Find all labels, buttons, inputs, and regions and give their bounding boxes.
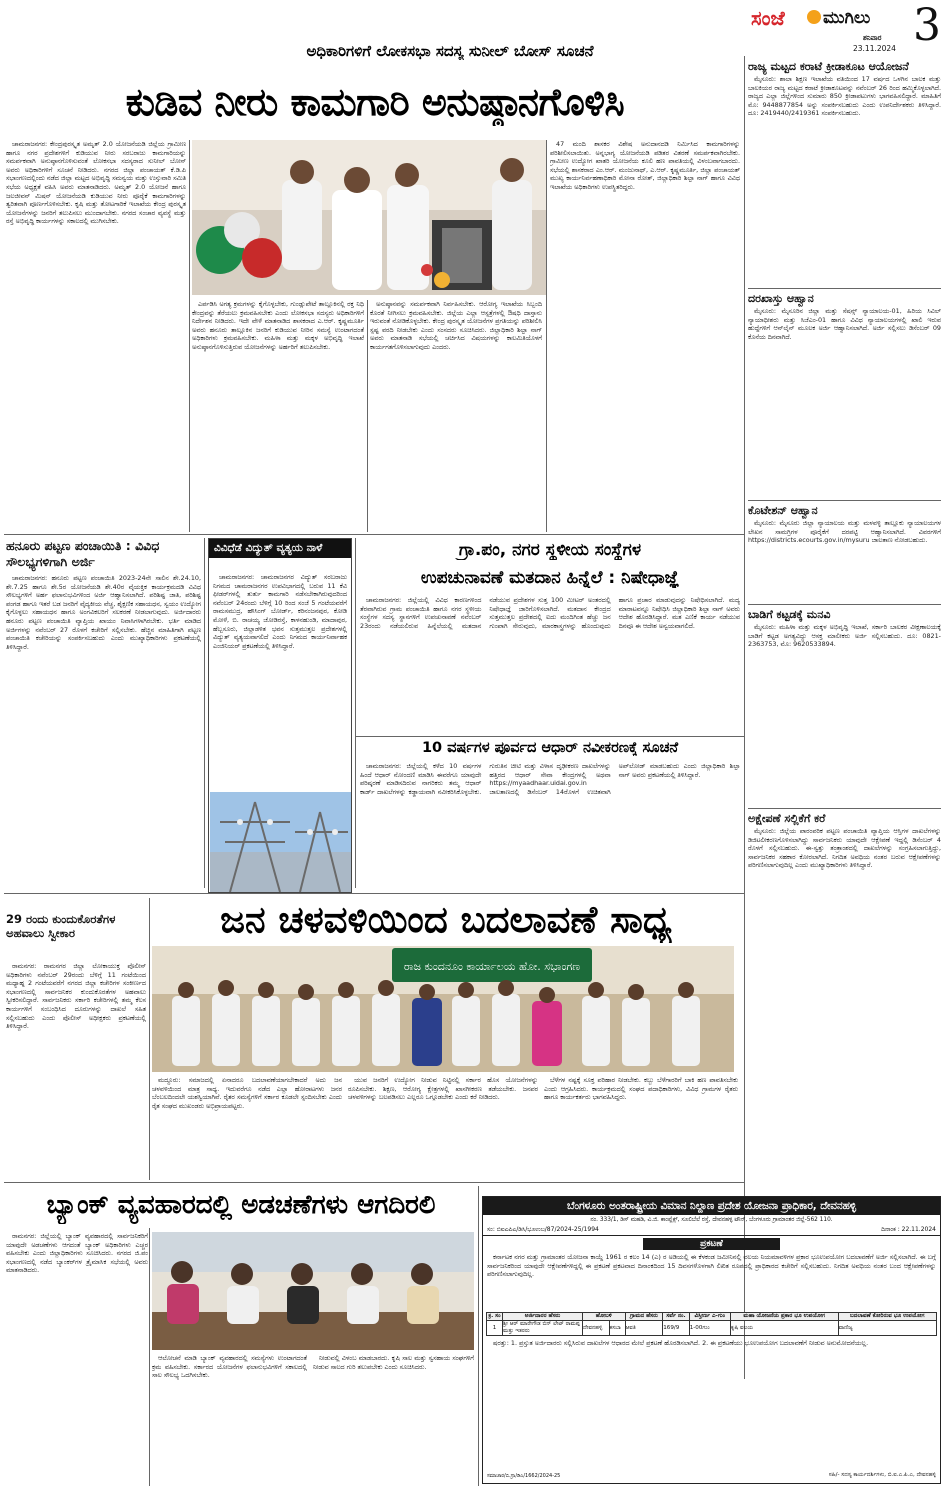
khowdi-body: ರಾಮನಗರ: ರಾಮನಗರ ಜಿಲ್ಲಾ ಲೋಕಾಯುಕ್ತ ಪೊಲೀಸ್ ಅಧಿಕಾರಿಗಳು ನವೆಂಬರ್ 29ರಂದು ಬೆಳಿಗ್ಗೆ 11 ಗಂಟೆಯಿಂದ ಮಧ್ಯಾಹ್ನ 2 ಗಂಟೆಯವರೆಗೆ ನಗರದ ಜಿಲ್ಲಾ ಕಚೇರಿಗಳ ಸಂಕೀರ್ಣದ ಸಭಾಂಗಣದಲ್ಲಿ ಸಾರ್ವಜನಿಕರ ಕುಂದುಕೊರತೆಗಳ ಅಹವಾಲು ಸ್ವೀಕರಿಸಲಿದ್ದಾರೆ. ಸಾರ್ವಜನಿಕರು ಸರ್ಕಾರಿ ಕಚೇರಿಗಳಲ್ಲಿ ತಮ್ಮ ಕೆಲಸ ಕಾರ್ಯಗಳಿಗೆ ಸಂಬಂಧಿಸಿದ ದೂರುಗಳನ್ನು ದಾಖಲೆ ಸಹಿತ ಸಲ್ಲಿಸಬಹುದು ಎಂದು ಪೊಲೀಸ್ ಅಧೀಕ್ಷಕರು ಪ್ರಕಟಣೆಯಲ್ಲಿ ತಿಳಿಸಿದ್ದಾರೆ. bbox=[6, 962, 146, 1031]
aadhaar-headline: 10 ವರ್ಷಗಳ ಪೂರ್ವದ ಆಧಾರ್ ನವೀಕರಣಕ್ಕೆ ಸೂಚನೆ bbox=[421, 740, 679, 756]
masthead-day: ಶನಿವಾರ bbox=[863, 34, 882, 42]
quote-body: ಮೈಸೂರು: ಮೈಸೂರು ಜಿಲ್ಲಾ ನ್ಯಾಯಾಲಯ ಮತ್ತು ಮಳವಳ್ಳಿ ತಾಲ್ಲೂಕು ನ್ಯಾಯಾಲಯಗಳ ಲೇಖನ ಸಾಮಗ್ರಿಗಳ ಪೂರೈಕೆಗೆ ದರಪಟ್ಟಿ ಆಹ್ವಾನಿಸಲಾಗಿದೆ. ವಿವರಗಳಿಗೆ https://districts.ecourts.gov.in/mysuru ಜಾಲತಾಣ ನೋಡಬಹುದು. bbox=[748, 519, 941, 545]
movement-col1: ಮದ್ದೂರು: ಸಮಾಜದಲ್ಲಿ ಏನಾದರೂ ಬದಲಾವಣೆಯಾಗಬೇಕಾದರೆ ಅದು ಜನ ಚಳವಳಿಯಿಂದ ಮಾತ್ರ ಸಾಧ್ಯ. ಇದುವರೆಗೂ ನಡೆದ ಎಲ್ಲಾ ಹೋರಾಟಗಳು ಜನರ ಬೆಂಬಲದಿಂದಲೇ ಯಶಸ್ವಿಯಾಗಿವೆ. ರೈತರ ಸಮಸ್ಯೆಗಳಿಗೆ ಸರ್ಕಾರ ಕೂಡಲೇ ಸ್ಪಂದಿಸಬೇಕು ಎಂದು ರೈತ ಸಂಘದ ಮುಖಂಡರು ಅಭಿಪ್ರಾಯಪಟ್ಟರು. bbox=[152, 1076, 342, 1110]
bank-col1: ರಾಮನಗರ: ಜಿಲ್ಲೆಯಲ್ಲಿ ಬ್ಯಾಂಕ್ ವ್ಯವಹಾರದಲ್ಲಿ ಸಾರ್ವಜನಿಕರಿಗೆ ಯಾವುದೇ ಅಡಚಣೆಗಳು ಆಗದಂತೆ ಬ್ಯಾಂಕ್ ಅಧಿಕಾರಿಗಳು ಎಚ್ಚರ ವಹಿಸಬೇಕು ಎಂದು ಜಿಲ್ಲಾಧಿಕಾರಿಗಳು ಸೂಚಿಸಿದರು. ನಗರದ ಜಿ.ಪಂ ಸಭಾಂಗಣದಲ್ಲಿ ನಡೆದ ಬ್ಯಾಂಕರ್‌ಗಳ ತ್ರೈಮಾಸಿಕ ಸಭೆಯಲ್ಲಿ ಅವರು ಮಾತನಾಡಿದರು. bbox=[6, 1232, 148, 1275]
tender-table-header bbox=[487, 1313, 937, 1321]
karate-headline: ರಾಜ್ಯ ಮಟ್ಟದ ಕರಾಟೆ ಕ್ರೀಡಾಕೂಟ ಆಯೋಜನೆ bbox=[748, 60, 909, 73]
tender-date: ದಿನಾಂಕ : 22.11.2024 bbox=[881, 1226, 936, 1233]
lead-photo bbox=[192, 140, 547, 295]
census-body: ಮೈಸೂರು: ಜಿಲ್ಲೆಯ ಪಾರಂಪರಿಕ ಪಟ್ಟಣ ಪಂಚಾಯಿತಿ ವ್ಯಾಪ್ತಿಯ ಆಸ್ತಿಗಳ ದಾಖಲೆಗಳನ್ನು ಡಿಜಿಟಲೀಕರಣಗೊಳಿಸಲಾಗಿದ್ದು ಸಾರ್ವಜನಿಕರು ಯಾವುದೇ ಆಕ್ಷೇಪಣೆ ಇದ್ದಲ್ಲಿ ಡಿಸೆಂಬರ್ 4 ರೊಳಗೆ ಸಲ್ಲಿಸಬಹುದು. ಈ-ಸ್ವತ್ತು ತಂತ್ರಾಂಶದಲ್ಲಿ ದಾಖಲೆಗಳನ್ನು ಸಂಗ್ರಹಿಸಲಾಗುತ್ತಿದ್ದು, ಸಾರ್ವಜನಿಕರ ಸಹಕಾರ ಕೋರಲಾಗಿದೆ. ನಿಗದಿತ ಅವಧಿಯ ನಂತರ ಬರುವ ಆಕ್ಷೇಪಣೆಗಳನ್ನು ಪರಿಗಣಿಸಲಾಗುವುದಿಲ್ಲ ಎಂದು ಮುಖ್ಯಾಧಿಕಾರಿಗಳು ತಿಳಿಸಿದ್ದಾರೆ. bbox=[748, 827, 941, 870]
movement-col2: ಯುವ ಜನರಿಗೆ ಉದ್ಯೋಗ ನೀಡುವ ನಿಟ್ಟಿನಲ್ಲಿ ಸರ್ಕಾರ ಹೊಸ ಯೋಜನೆಗಳನ್ನು ರೂಪಿಸಬೇಕು. ಶಿಕ್ಷಣ, ಆರೋಗ್ಯ ಕ್ಷೇತ್ರಗಳಲ್ಲಿ ಖಾಸಗೀಕರಣ ತಡೆಯಬೇಕು. ಜನಪರ ಚಳವಳಿಗಳನ್ನು ಬಲಪಡಿಸಲು ಎಲ್ಲರೂ ಒಗ್ಗೂಡಬೇಕು ಎಂದು ಕರೆ ನೀಡಿದರು. bbox=[348, 1076, 538, 1102]
masthead bbox=[745, 0, 941, 56]
power-box bbox=[208, 538, 352, 893]
tender-footnote: ಷರತ್ತು: 1. ಪ್ರಸ್ತುತ ಅರ್ಜಿದಾರರು ಸಲ್ಲಿಸಿರುವ ದಾಖಲೆಗಳ ಆಧಾರದ ಮೇಲೆ ಪ್ರಕಟಣೆ ಹೊರಡಿಸಲಾಗಿದೆ. 2. ಈ ಪ್ರಕಟಣೆಯು ಭೂಉಪಯೋಗ ಬದಲಾವಣೆಗೆ ನೀಡುವ ಅನುಮೋದನೆಯಲ್ಲ. bbox=[493, 1339, 869, 1347]
movement-col3: ಬೆಳೆಗಳ ನಷ್ಟಕ್ಕೆ ಸೂಕ್ತ ಪರಿಹಾರ ನೀಡಬೇಕು. ಕಬ್ಬು ಬೆಳೆಗಾರರಿಗೆ ಬಾಕಿ ಹಣ ಪಾವತಿಸಬೇಕು ಎಂದು ಆಗ್ರಹಿಸಿದರು. ಕಾರ್ಯಕ್ರಮದಲ್ಲಿ ಸಂಘದ ಪದಾಧಿಕಾರಿಗಳು, ವಿವಿಧ ಗ್ರಾಮಗಳ ರೈತರು ಹಾಗೂ ಕಾರ್ಯಕರ್ತರು ಭಾಗವಹಿಸಿದ್ದರು. bbox=[544, 1076, 738, 1102]
quote-headline: ಕೊಟೇಶನ್ ಆಹ್ವಾನ bbox=[748, 504, 818, 517]
tender-authority: ಬೆಂಗಳೂರು ಅಂತರಾಷ್ಟ್ರೀಯ ವಿಮಾನ ನಿಲ್ದಾಣ ಪ್ರದೇಶ ಯೋಜನಾ ಪ್ರಾಧಿಕಾರ, ದೇವನಹಳ್ಳಿ bbox=[483, 1197, 940, 1215]
sun-icon bbox=[807, 10, 821, 24]
lead-col3: ಅನುಷ್ಠಾನವನ್ನು ಸಮರ್ಪಕವಾಗಿ ನಿರ್ವಹಿಸಬೇಕು. ಆರೋಗ್ಯ ಇಲಾಖೆಯ ಸಿಬ್ಬಂದಿ ಕೊರತೆ ನೀಗಿಸಲು ಕ್ರಮವಹಿಸಬೇಕು. ಜಿಲ್ಲೆಯ ಎಲ್ಲಾ ಆಸ್ಪತ್ರೆಗಳಲ್ಲಿ ಔಷಧಿ ದಾಸ್ತಾನು ಇರುವಂತೆ ನೋಡಿಕೊಳ್ಳಬೇಕು. ಕೇಂದ್ರ ಪುರಸ್ಕೃತ ಯೋಜನೆಗಳ ಪ್ರಗತಿಯನ್ನು ಪರಿಶೀಲಿಸಿ ಸ್ಪಷ್ಟ ವರದಿ ನೀಡಬೇಕು ಎಂದು ಸಂಸದರು ಸೂಚಿಸಿದರು. ಜಿಲ್ಲಾಧಿಕಾರಿ ಶಿಲ್ಪಾ ನಾಗ್ ಅವರು ಮಾತನಾಡಿ ಸಭೆಯಲ್ಲಿ ಚರ್ಚಿಸಿದ ವಿಷಯಗಳನ್ನು ಕಾಲಮಿತಿಯೊಳಗೆ ಕಾರ್ಯಗತಗೊಳಿಸಲಾಗುವುದು ಎಂದರು. bbox=[370, 300, 542, 351]
power-body: ಚಾಮರಾಜನಗರ: ಚಾಮರಾಜನಗರ ವಿದ್ಯುತ್ ಸರಬರಾಜು ನಿಗಮದ ಚಾಮರಾಜನಗರ ಉಪವಿಭಾಗದಲ್ಲಿ ಬರುವ 11 ಕೆವಿ ಫೀಡರ್‌ಗಳಲ್ಲಿ ತುರ್ತು ಕಾಮಗಾರಿ ನಡೆಸಬೇಕಾಗಿರುವುದರಿಂದ ನವೆಂಬರ್ 24ರಂದು ಬೆಳಿಗ್ಗೆ 10 ರಿಂದ ಸಂಜೆ 5 ಗಂಟೆಯವರೆಗೆ ರಾಮಸಮುದ್ರ, ಹೌಸಿಂಗ್ ಬೋರ್ಡ್, ಕರಿನಂಜನಪುರ, ಕೋಡಿ ಮೋಳೆ, ಬಿ. ರಾಚಯ್ಯ ಜೋಡಿರಸ್ತೆ, ಕಾಳನಹುಂಡಿ, ಮಾದಾಪುರ, ಹೆಬ್ಬಸೂರು, ಜಿಲ್ಲಾಡಳಿತ ಭವನ ಸುತ್ತಮುತ್ತಲ ಪ್ರದೇಶಗಳಲ್ಲಿ ವಿದ್ಯುತ್ ವ್ಯತ್ಯಯವಾಗಲಿದೆ ಎಂದು ನಿಗಮದ ಕಾರ್ಯನಿರ್ವಾಹಕ ಎಂಜಿನಿಯರ್ ಪ್ರಕಟಣೆಯಲ್ಲಿ ತಿಳಿಸಿದ್ದಾರೆ. bbox=[213, 573, 347, 650]
bypoll-headline-l1: ಗ್ರಾ.ಪಂ, ನಗರ ಸ್ಥಳೀಯ ಸಂಸ್ಥೆಗಳ bbox=[458, 540, 642, 560]
lead-col2: ಎರ್ಪಡಿಸಿ ಅಗತ್ಯ ಕ್ರಮಗಳನ್ನು ಕೈಗೊಳ್ಳಬೇಕು, ಗುಂಡ್ಲುಪೇಟೆ ತಾಲ್ಲೂಕಿನಲ್ಲಿ ರಕ್ತ ನಿಧಿ ಕೇಂದ್ರವನ್ನು ತೆರೆಯಲು ಕ್ರಮವಹಿಸಬೇಕು ಎಂದು ಲೋಕಸಭಾ ಸದಸ್ಯರು ಅಧಿಕಾರಿಗಳಿಗೆ ನಿರ್ದೇಶನ ನೀಡಿದರು. ಇದೇ ವೇಳೆ ಮಾತನಾಡಿದ ಶಾಸಕರಾದ ಎ.ಆರ್. ಕೃಷ್ಣಮೂರ್ತಿ ಅವರು ಹನೂರು ತಾಲ್ಲೂಕಿನ ಜನರಿಗೆ ಕುಡಿಯುವ ನೀರಿನ ಸಮಸ್ಯೆ ಉಂಟಾಗದಂತೆ ಅಧಿಕಾರಿಗಳು ಕ್ರಮವಹಿಸಬೇಕು. ಮಹಿಳಾ ಮತ್ತು ಮಕ್ಕಳ ಅಭಿವೃದ್ಧಿ ಇಲಾಖೆ ಅನುಷ್ಠಾನಗೊಳಿಸುತ್ತಿರುವ ಯೋಜನೆಗಳನ್ನು ಅರ್ಹರಿಗೆ ತಲುಪಿಸಬೇಕು. bbox=[192, 300, 364, 351]
bank-headline: ಬ್ಯಾಂಕ್ ವ್ಯವಹಾರದಲ್ಲಿ ಅಡಚಣೆಗಳು ಆಗದಿರಲಿ bbox=[46, 1190, 436, 1220]
bank-photo bbox=[152, 1232, 474, 1350]
table-row: 1 ಶ್ರೀ ಆರ್ ಮಾರೇಗೌಡ ಬಿನ್ ಲೇಟ್ ರಾಮಪ್ಪ ಮತ್ತು ಇತರರು ದೇವನಹಳ್ಳಿ ಕಸಬಾ ಆವತಿ 169/9 1-00ಗುಂ ಕೃಷಿ ವಲಯ ವಾಣಿಜ್ಯ bbox=[487, 1321, 937, 1336]
rent-headline: ಬಾಡಿಗೆ ಕಟ್ಟಡಕ್ಕೆ ಮನವಿ bbox=[748, 608, 831, 621]
movement-photo bbox=[152, 946, 734, 1072]
census-headline: ಅಕ್ಷೇಪಣೆ ಸಲ್ಲಿಕೆಗೆ ಕರೆ bbox=[748, 812, 826, 825]
hanur-body: ಚಾಮರಾಜನಗರ: ಹನೂರು ಪಟ್ಟಣ ಪಂಚಾಯಿತಿ 2023-24ನೇ ಸಾಲಿನ ಶೇ.24.10, ಶೇ.7.25 ಹಾಗೂ ಶೇ.5ರ ಯೋಜನೆಯಡಿ ಶೇ.40ರ ವೈಯಕ್ತಿಕ ಕಾರ್ಯಕ್ರಮದಡಿ ವಿವಿಧ ಸೌಲಭ್ಯಗಳಿಗೆ ಅರ್ಹ ಫಲಾನುಭವಿಗಳಿಂದ ಅರ್ಜಿ ಆಹ್ವಾನಿಸಲಾಗಿದೆ. ಪರಿಶಿಷ್ಟ ಜಾತಿ, ಪರಿಶಿಷ್ಟ ಪಂಗಡ ಹಾಗೂ ಇತರೆ ಬಡ ಜನರಿಗೆ ವೈದ್ಯಕೀಯ ವೆಚ್ಚ, ಶೈಕ್ಷಣಿಕ ಸಹಾಯಧನ, ಸ್ವಯಂ ಉದ್ಯೋಗ ಕೈಗೊಳ್ಳಲು ಸಹಾಯಧನ ಹಾಗೂ ಅಂಗವಿಕಲರಿಗೆ ಸಲಕರಣೆ ನೀಡಲಾಗುವುದು. ಅರ್ಜಿದಾರರು ಹನೂರು ಪಟ್ಟಣ ಪಂಚಾಯಿತಿ ವ್ಯಾಪ್ತಿಯ ಖಾಯಂ ನಿವಾಸಿಗಳಾಗಿರಬೇಕು. ಭರ್ತಿ ಮಾಡಿದ ಅರ್ಜಿಗಳನ್ನು ನವೆಂಬರ್ 27 ರೊಳಗೆ ಕಚೇರಿಗೆ ಸಲ್ಲಿಸಬೇಕು. ಹೆಚ್ಚಿನ ಮಾಹಿತಿಗಾಗಿ ಪಟ್ಟಣ ಪಂಚಾಯಿತಿ ಕಚೇರಿಯನ್ನು ಸಂಪರ್ಕಿಸಬಹುದು ಎಂದು ಮುಖ್ಯಾಧಿಕಾರಿಗಳು ಪ್ರಕಟಣೆಯಲ್ಲಿ ತಿಳಿಸಿದ್ದಾರೆ. bbox=[6, 574, 201, 651]
bank-col2: ಆಲೋಚನೆ ಮಾಡಿ ಬ್ಯಾಂಕ್ ವ್ಯವಹಾರದಲ್ಲಿ ಸಮಸ್ಯೆಗಳು ಉಂಟಾಗದಂತೆ ಕ್ರಮ ವಹಿಸಬೇಕು. ಸರ್ಕಾರದ ಯೋಜನೆಗಳ ಫಲಾನುಭವಿಗಳಿಗೆ ಸಕಾಲದಲ್ಲಿ ಸಾಲ ಸೌಲಭ್ಯ ಒದಗಿಸಬೇಕು. bbox=[152, 1354, 307, 1380]
bank-col3: ನೀಡುವಲ್ಲಿ ವಿಳಂಬ ಮಾಡಬಾರದು. ಕೃಷಿ ಸಾಲ ಮತ್ತು ಸ್ವಸಹಾಯ ಸಂಘಗಳಿಗೆ ನೀಡುವ ಸಾಲದ ಗುರಿ ತಲುಪಬೇಕು ಎಂದು ಸೂಚಿಸಿದರು. bbox=[313, 1354, 474, 1371]
th-name: ಅರ್ಜಿದಾರರ ಹೆಸರು bbox=[503, 1313, 583, 1321]
tender-notice-title: ಪ್ರಕಟಣೆ bbox=[643, 1238, 780, 1250]
banner-text: ರಾಜ ಕುಂದನೂಂ ಕಾರ್ಯಾಲಯ ಹೋ. ಸಭಾಂಗಣ bbox=[403, 960, 581, 973]
court-body: ಮೈಸೂರು: ಮೈಸೂರಿನ ಜಿಲ್ಲಾ ಮತ್ತು ಸೆಷನ್ಸ್ ನ್ಯಾಯಾಲಯ-01, ಹಿರಿಯ ಸಿವಿಲ್ ನ್ಯಾಯಾಧೀಶರು ಮತ್ತು ಸಿಜೆಎಂ-01 ಹಾಗೂ ವಿವಿಧ ನ್ಯಾಯಾಲಯಗಳಲ್ಲಿ ಖಾಲಿ ಇರುವ ಹುದ್ದೆಗಳಿಗೆ ಆನ್‌ಲೈನ್ ಮೂಲಕ ಅರ್ಜಿ ಆಹ್ವಾನಿಸಲಾಗಿದೆ. ಅರ್ಜಿ ಸಲ್ಲಿಸಲು ಡಿಸೆಂಬರ್ 09 ಕೊನೆಯ ದಿನವಾಗಿದೆ. bbox=[748, 307, 941, 341]
rent-body: ಮೈಸೂರು: ಮಹಿಳಾ ಮತ್ತು ಮಕ್ಕಳ ಅಭಿವೃದ್ಧಿ ಇಲಾಖೆ, ಸರ್ಕಾರಿ ಬಾಲಕರ ವೀಕ್ಷಣಾಲಯಕ್ಕೆ ಬಾಡಿಗೆ ಕಟ್ಟಡ ಅಗತ್ಯವಿದ್ದು ಆಸಕ್ತ ಮಾಲೀಕರು ಅರ್ಜಿ ಸಲ್ಲಿಸಬಹುದು. ದೂ: 0821-2363753, ಮೊ: 9620533894. bbox=[748, 623, 941, 649]
th-sl: ಕ್ರ. ಸಂ bbox=[488, 1313, 501, 1319]
lead-kicker: ಅಧಿಕಾರಿಗಳಿಗೆ ಲೋಕಸಭಾ ಸದಸ್ಯ ಸುನೀಲ್ ಬೋಸ್ ಸೂಚನೆ bbox=[306, 42, 594, 60]
tender-table bbox=[486, 1312, 937, 1336]
lead-col1: ಚಾಮರಾಜನಗರ: ಕೇಂದ್ರಪುರಸ್ಕೃತ ಅಮೃತ್ 2.0 ಯೋಜನೆಯಡಿ ಜಿಲ್ಲೆಯ ಗ್ರಾಮೀಣ ಹಾಗೂ ನಗರ ಪ್ರದೇಶಗಳಿಗೆ ಕುಡಿಯುವ ನೀರು ಸರಬರಾಜು ಕಾಮಗಾರಿಯನ್ನು ಸಮರ್ಪಕವಾಗಿ ಅನುಷ್ಠಾನಗೊಳಿಸುವಂತೆ ಲೋಕಸಭಾ ಸದಸ್ಯರಾದ ಸುನೀಲ್ ಬೋಸ್ ಅವರು ಅಧಿಕಾರಿಗಳಿಗೆ ಸೂಚನೆ ನೀಡಿದರು. ನಗರದ ಜಿಲ್ಲಾ ಪಂಚಾಯತ್ ಕೆ.ಡಿ.ಪಿ ಸಭಾಂಗಣದಲ್ಲಿಂದು ನಡೆದ ಜಿಲ್ಲಾ ಮಟ್ಟದ ಅಭಿವೃದ್ಧಿ ಸಮನ್ವಯ ಮತ್ತು ಉಸ್ತುವಾರಿ ಸಮಿತಿ ಸಭೆಯ ಅಧ್ಯಕ್ಷತೆ ವಹಿಸಿ ಅವರು ಮಾತನಾಡಿದರು. ಅಮೃತ್ 2.0 ಯೋಜನೆ ಹಾಗೂ ಜಲಜೀವನ್ ಮಿಷನ್ ಯೋಜನೆಯಡಿ ಕುಡಿಯುವ ನೀರು ಪೂರೈಕೆ ಕಾಮಗಾರಿಗಳನ್ನು ತ್ವರಿತವಾಗಿ ಪೂರ್ಣಗೊಳಿಸಬೇಕು. ಕೃಷಿ ಮತ್ತು ತೋಟಗಾರಿಕೆ ಇಲಾಖೆಯ ಕೇಂದ್ರ ಪುರಸ್ಕೃತ ಯೋಜನೆಗಳನ್ನು ಜನರಿಗೆ ತಲುಪಿಸಲು ಮುಂದಾಗಬೇಕು. ನಗರದ ಸಂಚಾರ ವ್ಯವಸ್ಥೆ ಮತ್ತು ರಸ್ತೆ ಅಭಿವೃದ್ಧಿ ಕಾರ್ಯಗಳನ್ನು ಸಕಾಲದಲ್ಲಿ ಮುಗಿಸಬೇಕು. bbox=[6, 140, 186, 226]
th-village: ಗ್ರಾಮದ ಹೆಸರು bbox=[625, 1313, 663, 1321]
th-requested: ಬದಲಾವಣೆ ಕೋರಿರುವ ಭೂ ಉಪಯೋಗ bbox=[838, 1313, 936, 1321]
aadhaar-body: ಚಾಮರಾಜನಗರ: ಜಿಲ್ಲೆಯಲ್ಲಿ ಕಳೆದ 10 ವರ್ಷಗಳ ಹಿಂದೆ ಆಧಾರ್ ನೋಂದಣಿ ಮಾಡಿಸಿ ಈವರೆಗೂ ಯಾವುದೇ ಪರಿಷ್ಕರಣೆ ಮಾಡಿಸದಿರುವ ನಾಗರಿಕರು ತಮ್ಮ ಆಧಾರ್ ಕಾರ್ಡ್ ದಾಖಲೆಗಳನ್ನು ಕಡ್ಡಾಯವಾಗಿ ನವೀಕರಿಸಿಕೊಳ್ಳಬೇಕು. ಗುರುತಿನ ಚೀಟಿ ಮತ್ತು ವಿಳಾಸ ದೃಢೀಕರಣ ದಾಖಲೆಗಳನ್ನು ಹತ್ತಿರದ ಆಧಾರ್ ಸೇವಾ ಕೇಂದ್ರಗಳಲ್ಲಿ ಅಥವಾ https://myaadhaar.uidai.gov.in ಜಾಲತಾಣದಲ್ಲಿ ಡಿಸೆಂಬರ್ 14ರೊಳಗೆ ಉಚಿತವಾಗಿ ಅಪ್‌ಲೋಡ್ ಮಾಡಬಹುದು ಎಂದು ಜಿಲ್ಲಾಧಿಕಾರಿ ಶಿಲ್ಪಾ ನಾಗ್ ಅವರು ಪ್ರಕಟಣೆಯಲ್ಲಿ ತಿಳಿಸಿದ್ದಾರೆ. bbox=[360, 762, 740, 796]
tender-ref: ಸಂ: ಬಿಐಎಪಿಎ/ಡಿಸಿ/ಭೂಉಬ/87/2024-25/1994 bbox=[487, 1226, 599, 1233]
brand-left: ಸಂಜೆ bbox=[751, 6, 785, 30]
th-area: ವಿಸ್ತೀರ್ಣ ಎ-ಗುಂ bbox=[689, 1313, 730, 1321]
side-column bbox=[748, 60, 941, 1378]
khowdi-headline: 29 ರಂದು ಕುಂದುಕೊರತೆಗಳ ಅಹವಾಲು ಸ್ವೀಕಾರ bbox=[6, 912, 116, 940]
brand-right: ಮುಗಿಲು bbox=[823, 8, 871, 28]
th-masterplan: ಮಹಾ ಯೋಜನೆಯ ಪ್ರಕಾರ ಭೂ ಉಪಯೋಗ bbox=[730, 1313, 838, 1321]
masthead-brand bbox=[747, 6, 907, 34]
power-headline: ವಿವಿಧೆಡೆ ವಿದ್ಯುತ್ ವ್ಯತ್ಯಯ ನಾಳೆ bbox=[209, 539, 351, 558]
th-survey: ಸರ್ವೆ ನಂ. bbox=[663, 1313, 689, 1321]
tender-address: ನಂ. 333/1, ಡಿಸ್ ಮಹಡಿ, ವಿ.ಜಿ. ಕಾಂಪ್ಲೆಕ್ಸ್, ಸೂಲಿಬೆಲೆ ರಸ್ತೆ, ದೇವನಹಳ್ಳಿ ಟೌನ್, ಬೆಂಗಳೂರು ಗ್ರಾಮಾಂತರ ಜಿಲ್ಲೆ-562 110. bbox=[590, 1217, 833, 1223]
power-tower-photo bbox=[210, 792, 351, 892]
tender-signature: ಸಹಿ/- ಸದಸ್ಯ ಕಾರ್ಯದರ್ಶಿಗಳು, ಬಿ.ಐ.ಎ.ಪಿ.ಎ, ದೇವನಹಳ್ಳಿ bbox=[828, 1472, 936, 1478]
lead-headline: ಕುಡಿವ ನೀರು ಕಾಮಗಾರಿ ಅನುಷ್ಠಾನಗೊಳಿಸಿ bbox=[125, 80, 625, 124]
meeting-photo bbox=[192, 140, 547, 295]
court-headline: ದರಖಾಸ್ತು ಆಹ್ವಾನ bbox=[748, 292, 814, 305]
tender-notice bbox=[482, 1196, 941, 1484]
th-hobli: ಹೋಬಳಿ bbox=[583, 1313, 626, 1321]
masthead-date: 23.11.2024 bbox=[853, 44, 896, 53]
hanur-headline: ಹನೂರು ಪಟ್ಟಣ ಪಂಚಾಯಿತಿ : ವಿವಿಧ ಸೌಲಭ್ಯಗಳಿಗಾಗಿ ಅರ್ಜಿ bbox=[6, 538, 160, 569]
bypoll-body: ಚಾಮರಾಜನಗರ: ಜಿಲ್ಲೆಯಲ್ಲಿ ವಿವಿಧ ಕಾರಣಗಳಿಂದ ತೆರವಾಗಿರುವ ಗ್ರಾಮ ಪಂಚಾಯಿತಿ ಹಾಗೂ ನಗರ ಸ್ಥಳೀಯ ಸಂಸ್ಥೆಗಳ ಸದಸ್ಯ ಸ್ಥಾನಗಳಿಗೆ ಉಪಚುನಾವಣೆ ನವೆಂಬರ್ 23ರಂದು ನಡೆಯಲಿರುವ ಹಿನ್ನೆಲೆಯಲ್ಲಿ ಮತದಾನ ನಡೆಯುವ ಪ್ರದೇಶಗಳ ಸುತ್ತ 100 ಮೀಟರ್ ಅಂತರದಲ್ಲಿ ನಿಷೇಧಾಜ್ಞೆ ಜಾರಿಗೊಳಿಸಲಾಗಿದೆ. ಮತದಾನ ಕೇಂದ್ರದ ಸುತ್ತಮುತ್ತಲ ಪ್ರದೇಶದಲ್ಲಿ ಐದು ಮಂದಿಗಿಂತ ಹೆಚ್ಚು ಜನ ಗುಂಪಾಗಿ ಸೇರುವುದು, ಮಾರಕಾಸ್ತ್ರಗಳನ್ನು ಹೊಂದುವುದು ಹಾಗೂ ಪ್ರಚಾರ ಮಾಡುವುದನ್ನು ನಿಷೇಧಿಸಲಾಗಿದೆ. ಮದ್ಯ ಮಾರಾಟವನ್ನೂ ನಿಷೇಧಿಸಿ ಜಿಲ್ಲಾಧಿಕಾರಿ ಶಿಲ್ಪಾ ನಾಗ್ ಅವರು ಆದೇಶ ಹೊರಡಿಸಿದ್ದಾರೆ. ಮತ ಎಣಿಕೆ ಕಾರ್ಯ ನಡೆಯುವ ದಿನವೂ ಈ ಆದೇಶ ಅನ್ವಯವಾಗಲಿದೆ. bbox=[360, 596, 740, 630]
tender-notice-body: ಕರ್ನಾಟಕ ನಗರ ಮತ್ತು ಗ್ರಾಮಾಂತರ ಯೋಜನಾ ಕಾಯ್ದೆ 1961 ರ ಕಲಂ 14 (ಎ) ರ ಅಡಿಯಲ್ಲಿ ಈ ಕೆಳಕಂಡ ಜಮೀನಿನಲ್ಲಿ ವಲಯ ನಿಯಮಾವಳಿಗಳ ಪ್ರಕಾರ ಭೂಉಪಯೋಗ ಬದಲಾವಣೆಗೆ ಅರ್ಜಿ ಸಲ್ಲಿಸಲಾಗಿದೆ. ಈ ಬಗ್ಗೆ ಸಾರ್ವಜನಿಕರಿಂದ ಯಾವುದೇ ಆಕ್ಷೇಪಣೆಗಳಿದ್ದಲ್ಲಿ ಈ ಪ್ರಕಟಣೆ ಪ್ರಕಟವಾದ ದಿನಾಂಕದಿಂದ 15 ದಿವಸಗಳೊಳಗಾಗಿ ಲಿಖಿತ ರೂಪದಲ್ಲಿ ಪ್ರಾಧಿಕಾರದ ಕಚೇರಿಗೆ ಸಲ್ಲಿಸಬಹುದು. ನಿಗದಿತ ಅವಧಿಯ ನಂತರ ಬಂದ ಆಕ್ಷೇಪಣೆಗಳನ್ನು ಪರಿಗಣಿಸಲಾಗುವುದಿಲ್ಲ. bbox=[487, 1253, 936, 1279]
lead-col4: 47 ಮಂದಿ ಶಾಸಕರ ವಿಶೇಷ ಅನುದಾನದಡಿ ನಿರ್ಮಿಸಿದ ಕಾಮಗಾರಿಗಳನ್ನು ಪರಿಶೀಲಿಸಲಾಯಿತು. ಅನ್ನಭಾಗ್ಯ ಯೋಜನೆಯಡಿ ಪಡಿತರ ವಿತರಣೆ ಸಮರ್ಪಕವಾಗಿರಬೇಕು. ಗ್ರಾಮೀಣ ಉದ್ಯೋಗ ಖಾತರಿ ಯೋಜನೆಯ ಕೂಲಿ ಹಣ ಪಾವತಿಯಲ್ಲಿ ವಿಳಂಬವಾಗಬಾರದು. ಸಭೆಯಲ್ಲಿ ಶಾಸಕರಾದ ಎಂ.ಆರ್. ಮಂಜುನಾಥ್, ಎ.ಆರ್. ಕೃಷ್ಣಮೂರ್ತಿ, ಜಿಲ್ಲಾ ಪಂಚಾಯತ್ ಮುಖ್ಯ ಕಾರ್ಯನಿರ್ವಹಣಾಧಿಕಾರಿ ಮೋನಾ ರೋತ್, ಜಿಲ್ಲಾಧಿಕಾರಿ ಶಿಲ್ಪಾ ನಾಗ್ ಹಾಗೂ ವಿವಿಧ ಇಲಾಖೆಯ ಅಧಿಕಾರಿಗಳು ಉಪಸ್ಥಿತರಿದ್ದರು. bbox=[550, 140, 740, 191]
tender-codeline: ಸಮಾಚಾರ/ಬಿ.ಗ್ರಾ/ಡಿಎ/1662/2024-25 bbox=[487, 1473, 561, 1479]
karate-body: ಮೈಸೂರು: ಶಾಲಾ ಶಿಕ್ಷಣ ಇಲಾಖೆಯ ವತಿಯಿಂದ 17 ವರ್ಷದ ಒಳಗಿನ ಬಾಲಕ ಮತ್ತು ಬಾಲಕಿಯರ ರಾಜ್ಯ ಮಟ್ಟದ ಕರಾಟೆ ಕ್ರೀಡಾಕೂಟವನ್ನು ನವೆಂಬರ್ 26 ರಿಂದ ಹಮ್ಮಿಕೊಳ್ಳಲಾಗಿದೆ. ರಾಜ್ಯದ ಎಲ್ಲಾ ಜಿಲ್ಲೆಗಳಿಂದ ಸುಮಾರು 850 ಕ್ರೀಡಾಪಟುಗಳು ಭಾಗವಹಿಸಲಿದ್ದಾರೆ. ಮಾಹಿತಿಗೆ ಮೊ: 9448877854 ಅನ್ನು ಸಂಪರ್ಕಿಸಬಹುದು ಎಂದು ಉಪನಿರ್ದೇಶಕರು ತಿಳಿಸಿದ್ದಾರೆ. ದೂ: 2419440/2419361 ಸಂಪರ್ಕಿಸಬಹುದು. bbox=[748, 75, 941, 118]
bypoll-headline-l2: ಉಪಚುನಾವಣೆ ಮತದಾನ ಹಿನ್ನೆಲೆ : ನಿಷೇಧಾಜ್ಞೆ bbox=[420, 568, 680, 588]
movement-headline: ಜನ ಚಳವಳಿಯಿಂದ ಬದಲಾವಣೆ ಸಾಧ್ಯ bbox=[220, 898, 672, 941]
page-number: 3 bbox=[913, 0, 941, 51]
